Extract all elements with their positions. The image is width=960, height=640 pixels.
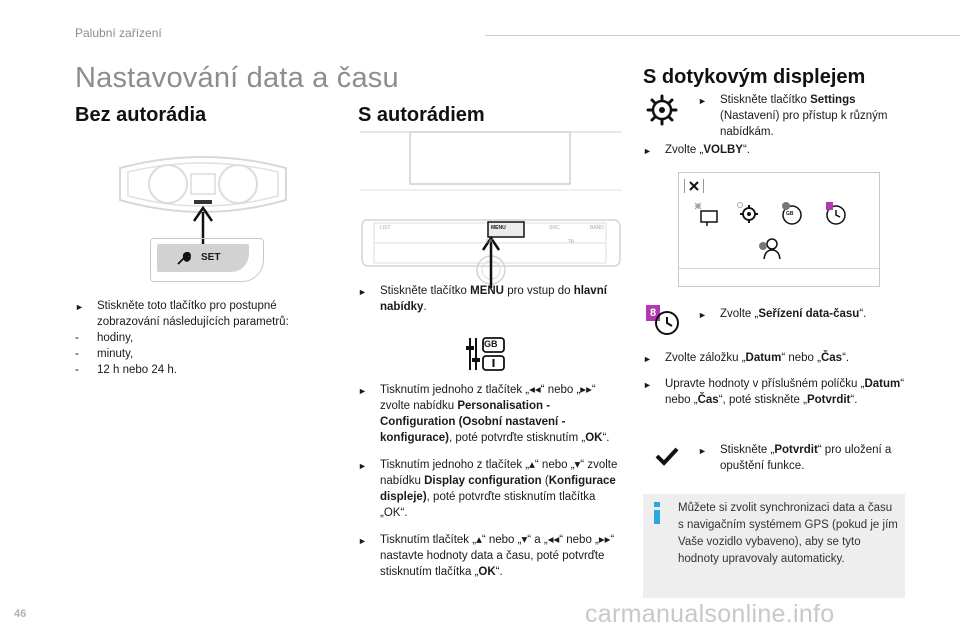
param-item: 12 h nebo 24 h. <box>97 364 177 376</box>
radio-menu-label: MENU <box>491 225 506 231</box>
section-header: Palubní zařízení <box>75 26 162 40</box>
step-serizeni <box>698 306 908 323</box>
screen-footer-divider <box>679 268 879 269</box>
display-brightness-icon[interactable] <box>693 201 719 227</box>
wrench-icon <box>177 252 191 265</box>
step-text: Stiskněte toto tlačítko pro postupné zobrazování následujících parametrů: <box>97 300 289 328</box>
step-text: Tisknutím tlačítek „▴“ nebo „▾“ a „◂◂“ nebo „▸▸“ nastavte hodnoty data a času, poté potvrďte stisknutím tlačítka „OK“. <box>380 534 615 578</box>
col2-step1 <box>358 283 620 315</box>
bullet-icon: ► <box>643 380 652 390</box>
clock-icon[interactable] <box>823 201 849 227</box>
clock-badge: 8 <box>646 305 660 321</box>
step-text: Upravte hodnoty v příslušném políčku „Datum“ nebo „Čas“, poté stiskněte „Potvrdit“. <box>665 378 905 406</box>
radio-ta-label: TA <box>568 239 575 245</box>
radio-src-label: SRC <box>549 225 560 231</box>
bullet-icon: ► <box>358 461 367 471</box>
step-text: Zvolte „Seřízení data-času“. <box>720 308 867 320</box>
col1-instructions: ► Stiskněte toto tlačítko pro postupné zobrazování následujících parametrů: - hodiny, - minuty, - 12 h nebo 24 h. <box>75 298 335 378</box>
radio-ok-label: OK <box>486 239 494 245</box>
set-label: SET <box>201 252 221 263</box>
step-text: Zvolte „VOLBY“. <box>665 144 750 156</box>
radio-panel-illustration <box>360 128 622 288</box>
touchscreen-illustration <box>678 172 880 287</box>
clock-face-icon <box>652 309 682 337</box>
step-text: Stiskněte „Potvrdit“ pro uložení a opuštění funkce. <box>720 444 892 472</box>
bullet-icon: ► <box>358 287 367 297</box>
bullet-icon: ► <box>698 96 707 106</box>
help-user-icon[interactable] <box>757 235 783 261</box>
col2-steps <box>358 382 620 580</box>
watermark: carmanualsonline.info <box>585 600 835 628</box>
bullet-icon: ► <box>358 536 367 546</box>
bullet-icon: ► <box>643 354 652 364</box>
close-button[interactable] <box>684 179 704 193</box>
radio-list-label: LIST <box>380 225 391 231</box>
header-divider <box>485 35 960 36</box>
language-gb-label: GB <box>786 211 794 217</box>
set-button[interactable] <box>157 244 249 272</box>
step-text: Tisknutím jednoho z tlačítek „▴“ nebo „▾“ zvolte nabídku Display configuration (Konfigurace displeje), poté potvrďte stisknutím tlačítka „OK“. <box>380 459 618 519</box>
bullet-icon: ► <box>643 146 652 156</box>
settings-gear-icon <box>646 94 678 126</box>
param-item: hodiny, <box>97 332 134 344</box>
info-text: Můžete si zvolit synchronizaci data a času s navigačním systémem GPS (pokud je jím Vaše vozidlo vybaveno), aby se tyto hodnoty upravovaly automaticky. <box>678 502 898 565</box>
step-text: Stiskněte tlačítko Settings (Nastavení) pro přístup k různým nabídkám. <box>720 94 888 138</box>
step-potvrdit <box>698 442 908 474</box>
bullet-icon: ► <box>75 302 84 312</box>
page-number: 46 <box>14 608 27 620</box>
bullet-icon: ► <box>698 310 707 320</box>
param-item: minuty, <box>97 348 134 360</box>
set-button-housing <box>150 238 264 282</box>
close-icon <box>689 181 699 191</box>
step-text: Zvolte záložku „Datum“ nebo „Čas“. <box>665 352 850 364</box>
radio-band-label: BAND <box>590 225 604 231</box>
step-press-button <box>75 298 335 330</box>
bullet-icon: ► <box>358 386 367 396</box>
info-icon <box>650 502 664 524</box>
heading-s-autoradiem: S autorádiem <box>358 104 485 126</box>
gb-label: GB <box>484 339 498 349</box>
step-text: Stiskněte tlačítko MENU pro vstup do hlavní nabídky. <box>380 285 607 313</box>
step-settings <box>698 92 908 140</box>
step-upravte <box>643 376 905 408</box>
page-title: Nastavování data a času <box>75 62 399 94</box>
heading-s-dotykovym-displejem: S dotykovým displejem <box>643 66 866 88</box>
date-time-clock-icon <box>646 305 682 335</box>
bullet-icon: ► <box>698 446 707 456</box>
step-zalozka <box>643 350 905 367</box>
step-text: Tisknutím jednoho z tlačítek „◂◂“ nebo „▸▸“ zvolte nabídku Personalisation - Configuration (Osobní nastavení - konfigurace), poté potvrďte stisknutím „OK“. <box>380 384 610 444</box>
step-volby <box>643 142 903 159</box>
settings-icon[interactable] <box>736 201 760 225</box>
checkmark-icon <box>655 446 679 466</box>
heading-bez-autoradia: Bez autorádia <box>75 104 207 126</box>
